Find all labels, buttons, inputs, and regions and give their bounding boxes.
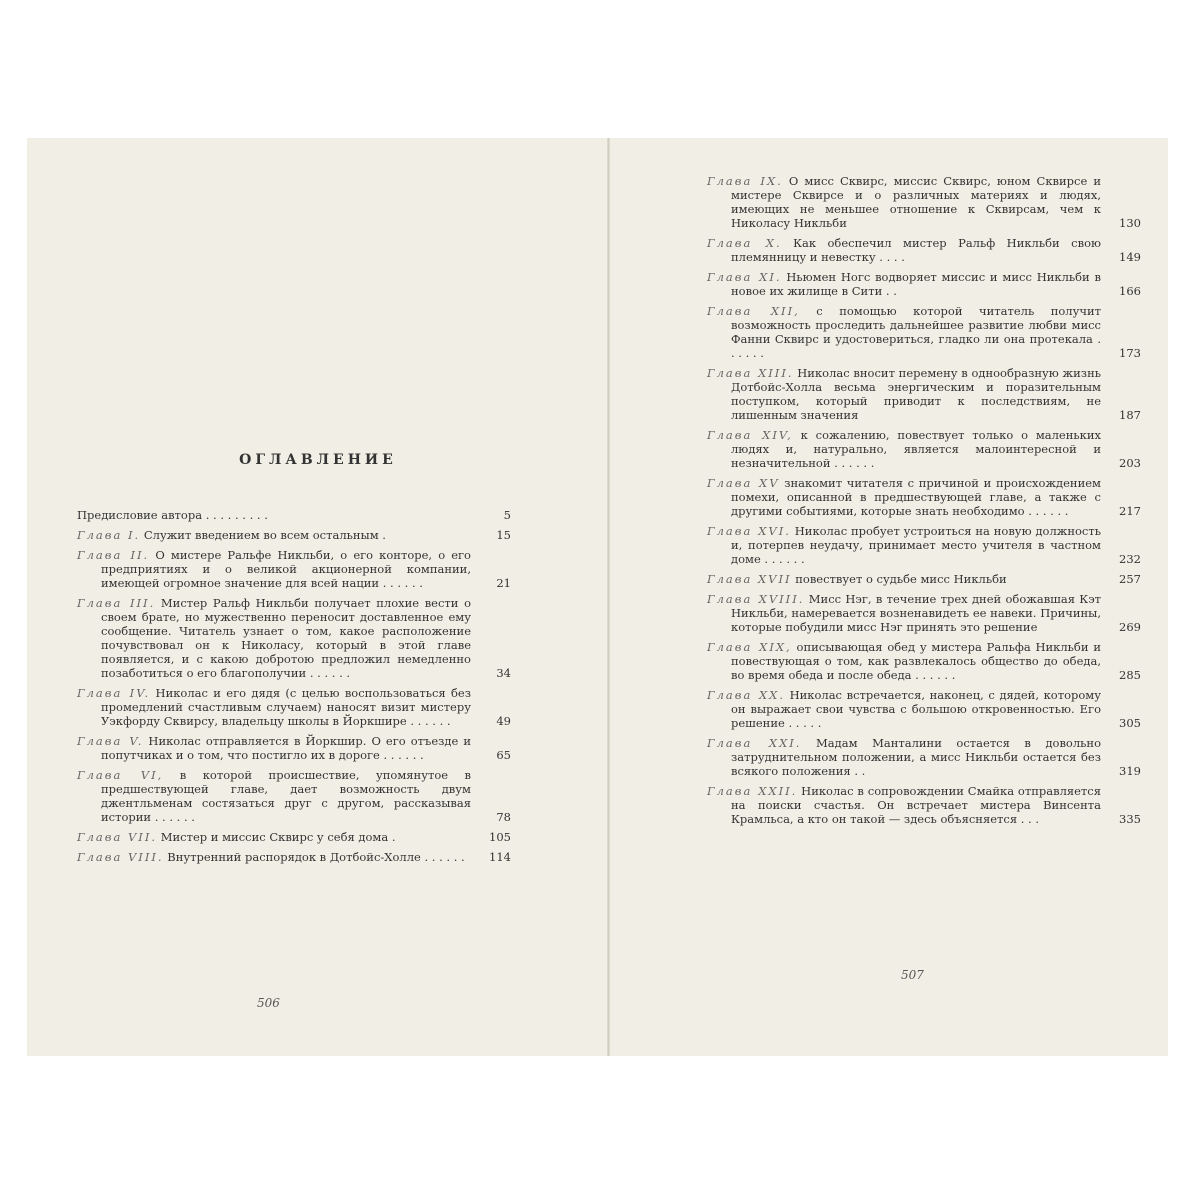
chapter-label: Глава VII. (77, 830, 158, 844)
toc-page-number: 78 (496, 810, 511, 824)
toc-entry (77, 850, 511, 864)
chapter-label: Глава II. (77, 548, 150, 562)
chapter-title: О мисс Сквирс, миссис Сквирс, юном Сквирсе и мистере Сквирсе и о различных материях и людях, имеющих не меньшее отношение к Сквирсам, чем к Николасу Никльби (731, 174, 1102, 230)
toc-entry-text (77, 768, 471, 824)
toc-page-number: 269 (1119, 620, 1141, 634)
toc-entry-text (707, 688, 1101, 730)
chapter-label: Глава I. (77, 528, 141, 542)
chapter-label: Глава XXI. (707, 736, 802, 750)
toc-page-number: 105 (489, 830, 511, 844)
chapter-title: Мисс Нэг, в течение трех дней обожавшая Кэт Никльби, намеревается возненавидеть ее навеки. Причины, которые побудили мисс Нэг принять это решение (731, 592, 1101, 634)
toc-entry (77, 596, 511, 680)
toc-page-number: 203 (1119, 456, 1141, 470)
toc-entry (77, 830, 511, 844)
chapter-title: Николас пробует устроиться на новую должность и, потерпев неудачу, принимает место учителя в частном доме . . . . . . (731, 524, 1101, 566)
chapter-title: Николас и его дядя (с целью воспользоваться без промедлений счастливым случаем) наносят визит мистеру Уэкфорду Сквирсу, владельцу школы в Йоркшире . . . . . . (101, 686, 472, 728)
chapter-label: Глава X. (707, 236, 782, 250)
toc-list (707, 174, 1141, 832)
toc-entry (707, 688, 1141, 730)
toc-page-number: 305 (1119, 716, 1141, 730)
book-spread (27, 138, 1168, 1056)
chapter-title: в которой происшествие, упомянутое в предшествующей главе, дает возможность двум джентльменам состязаться друг с другом, рассказывая истории . . . . . . (101, 768, 471, 824)
toc-entry (77, 768, 511, 824)
toc-page-number: 217 (1119, 504, 1141, 518)
toc-entry-text (707, 366, 1101, 422)
toc-page-number: 166 (1119, 284, 1141, 298)
toc-page-number: 65 (496, 748, 511, 762)
toc-entry (707, 640, 1141, 682)
chapter-label: Глава XVIII. (707, 592, 805, 606)
toc-entry (77, 734, 511, 762)
right-page (609, 138, 1168, 1056)
toc-entry (707, 592, 1141, 634)
toc-page-number: 187 (1119, 408, 1141, 422)
chapter-title: Николас вносит перемену в однообразную жизнь Дотбойс-Холла весьма энергическим и поразительным поступком, который приводит к последствиям, не лишенным значения (731, 366, 1101, 422)
chapter-label: Глава XX. (707, 688, 785, 702)
chapter-label: Глава VIII. (77, 850, 164, 864)
chapter-label: Глава XVI. (707, 524, 791, 538)
toc-entry-text (77, 548, 471, 590)
chapter-label: Глава IX. (707, 174, 783, 188)
toc-page-number: 34 (496, 666, 511, 680)
toc-entry (77, 548, 511, 590)
page-title: ОГЛАВЛЕНИЕ (239, 452, 397, 468)
chapter-label: Глава VI, (77, 768, 164, 782)
toc-entry (707, 174, 1141, 230)
chapter-title: к сожалению, повествует только о маленьких людях и, натурально, является малоинтересной и незначительной . . . . . . (731, 428, 1102, 470)
toc-entry (707, 428, 1141, 470)
toc-page-number: 285 (1119, 668, 1141, 682)
toc-entry (707, 476, 1141, 518)
toc-page-number: 232 (1119, 552, 1141, 566)
toc-list (77, 508, 511, 870)
toc-entry-text (77, 734, 471, 762)
chapter-title: Предисловие автора . . . . . . . . . (77, 508, 268, 522)
chapter-label: Глава XV (707, 476, 780, 490)
toc-entry-text (707, 174, 1101, 230)
chapter-label: Глава XI. (707, 270, 782, 284)
toc-entry-text (707, 428, 1101, 470)
toc-entry-text (707, 784, 1101, 826)
toc-page-number: 319 (1119, 764, 1141, 778)
chapter-title: описывающая обед у мистера Ральфа Никльби и повествующая о том, как развлекалось общество до обеда, во время обеда и после обеда . . . . . . (731, 640, 1101, 682)
page-number: 507 (901, 968, 924, 982)
toc-entry-text (707, 592, 1101, 634)
toc-entry-text (707, 524, 1101, 566)
chapter-title: Внутренний распорядок в Дотбойс-Холле . . . . . . (167, 850, 465, 864)
chapter-title: Николас отправляется в Йоркшир. О его отъезде и попутчиках и о том, что постигло их в дороге . . . . . . (101, 734, 472, 762)
toc-entry (707, 236, 1141, 264)
chapter-label: Глава XIII. (707, 366, 794, 380)
chapter-label: Глава XVII (707, 572, 792, 586)
toc-entry (77, 508, 511, 522)
toc-page-number: 49 (496, 714, 511, 728)
toc-page-number: 21 (496, 576, 511, 590)
toc-entry-text (707, 736, 1101, 778)
chapter-label: Глава XII, (707, 304, 800, 318)
chapter-label: Глава XIV, (707, 428, 793, 442)
chapter-label: Глава III. (77, 596, 156, 610)
toc-entry-text (77, 686, 471, 728)
toc-page-number: 149 (1119, 250, 1141, 264)
chapter-title: О мистере Ральфе Никльби, о его конторе, о его предприятиях и о великой акционерной компании, имеющей огромное значение для всей нации . . . . . . (101, 548, 471, 590)
toc-entry-text (707, 304, 1101, 360)
page-number: 506 (257, 996, 280, 1010)
chapter-title: Служит введением во всем остальным . (143, 528, 386, 542)
toc-page-number: 5 (503, 508, 511, 522)
toc-entry (707, 270, 1141, 298)
toc-entry-text (707, 476, 1101, 518)
chapter-title: Ньюмен Ногс водворяет миссис и мисс Никльби в новое их жилище в Сити . . (731, 270, 1102, 298)
chapter-title: Как обеспечил мистер Ральф Никльби свою племянницу и невестку . . . . (731, 236, 1102, 264)
toc-page-number: 114 (489, 850, 511, 864)
chapter-title: Мадам Манталини остается в довольно затруднительном положении, а мисс Никльби остается без всякого положения . . (731, 736, 1101, 778)
toc-entry-text (707, 270, 1101, 298)
toc-entry (707, 524, 1141, 566)
chapter-label: Глава XIX, (707, 640, 792, 654)
toc-page-number: 15 (496, 528, 511, 542)
toc-page-number: 130 (1119, 216, 1141, 230)
left-page (27, 138, 609, 1056)
chapter-label: Глава XXII. (707, 784, 798, 798)
toc-page-number: 173 (1119, 346, 1141, 360)
toc-entry (707, 366, 1141, 422)
toc-entry-text (77, 508, 471, 522)
toc-entry (77, 528, 511, 542)
chapter-title: Мистер и миссис Сквирс у себя дома . (160, 830, 396, 844)
toc-entry (77, 686, 511, 728)
chapter-title: Николас встречается, наконец, с дядей, которому он выражает свои чувства с большою откровенностью. Его решение . . . . . (731, 688, 1101, 730)
toc-page-number: 335 (1119, 812, 1141, 826)
toc-entry (707, 736, 1141, 778)
toc-entry-text (77, 850, 471, 864)
toc-entry-text (77, 596, 471, 680)
toc-entry-text (707, 640, 1101, 682)
toc-entry-text (707, 236, 1101, 264)
chapter-title: знакомит читателя с причиной и происхождением помехи, описанной в предшествующей главе, а также с другими событиями, которые знать необходимо . . . . . . (731, 476, 1101, 518)
chapter-title: повествует о судьбе мисс Никльби (795, 572, 1007, 586)
chapter-title: с помощью которой читатель получит возможность проследить дальнейшее развитие любви мисс Фанни Сквирс и удостовериться, гладко ли она протекала . . . . . . (731, 304, 1101, 360)
toc-entry-text (77, 528, 471, 542)
toc-page-number: 257 (1119, 572, 1141, 586)
toc-entry (707, 572, 1141, 586)
chapter-title: Николас в сопровождении Смайка отправляется на поиски счастья. Он встречает мистера Винсента Крамльса, а кто он такой — здесь объясняется . . . (731, 784, 1101, 826)
toc-entry-text (77, 830, 471, 844)
toc-entry (707, 304, 1141, 360)
chapter-title: Мистер Ральф Никльби получает плохие вести о своем брате, но мужественно переносит доставленное ему сообщение. Читатель узнает о том, какое расположение почувствовал он к Николасу, который в этой главе появляется, и с какою добротою предложил немедленно позаботиться о его благополучии . . . . . . (101, 596, 471, 680)
chapter-label: Глава V. (77, 734, 144, 748)
toc-entry (707, 784, 1141, 826)
toc-entry-text (707, 572, 1101, 586)
chapter-label: Глава IV. (77, 686, 151, 700)
